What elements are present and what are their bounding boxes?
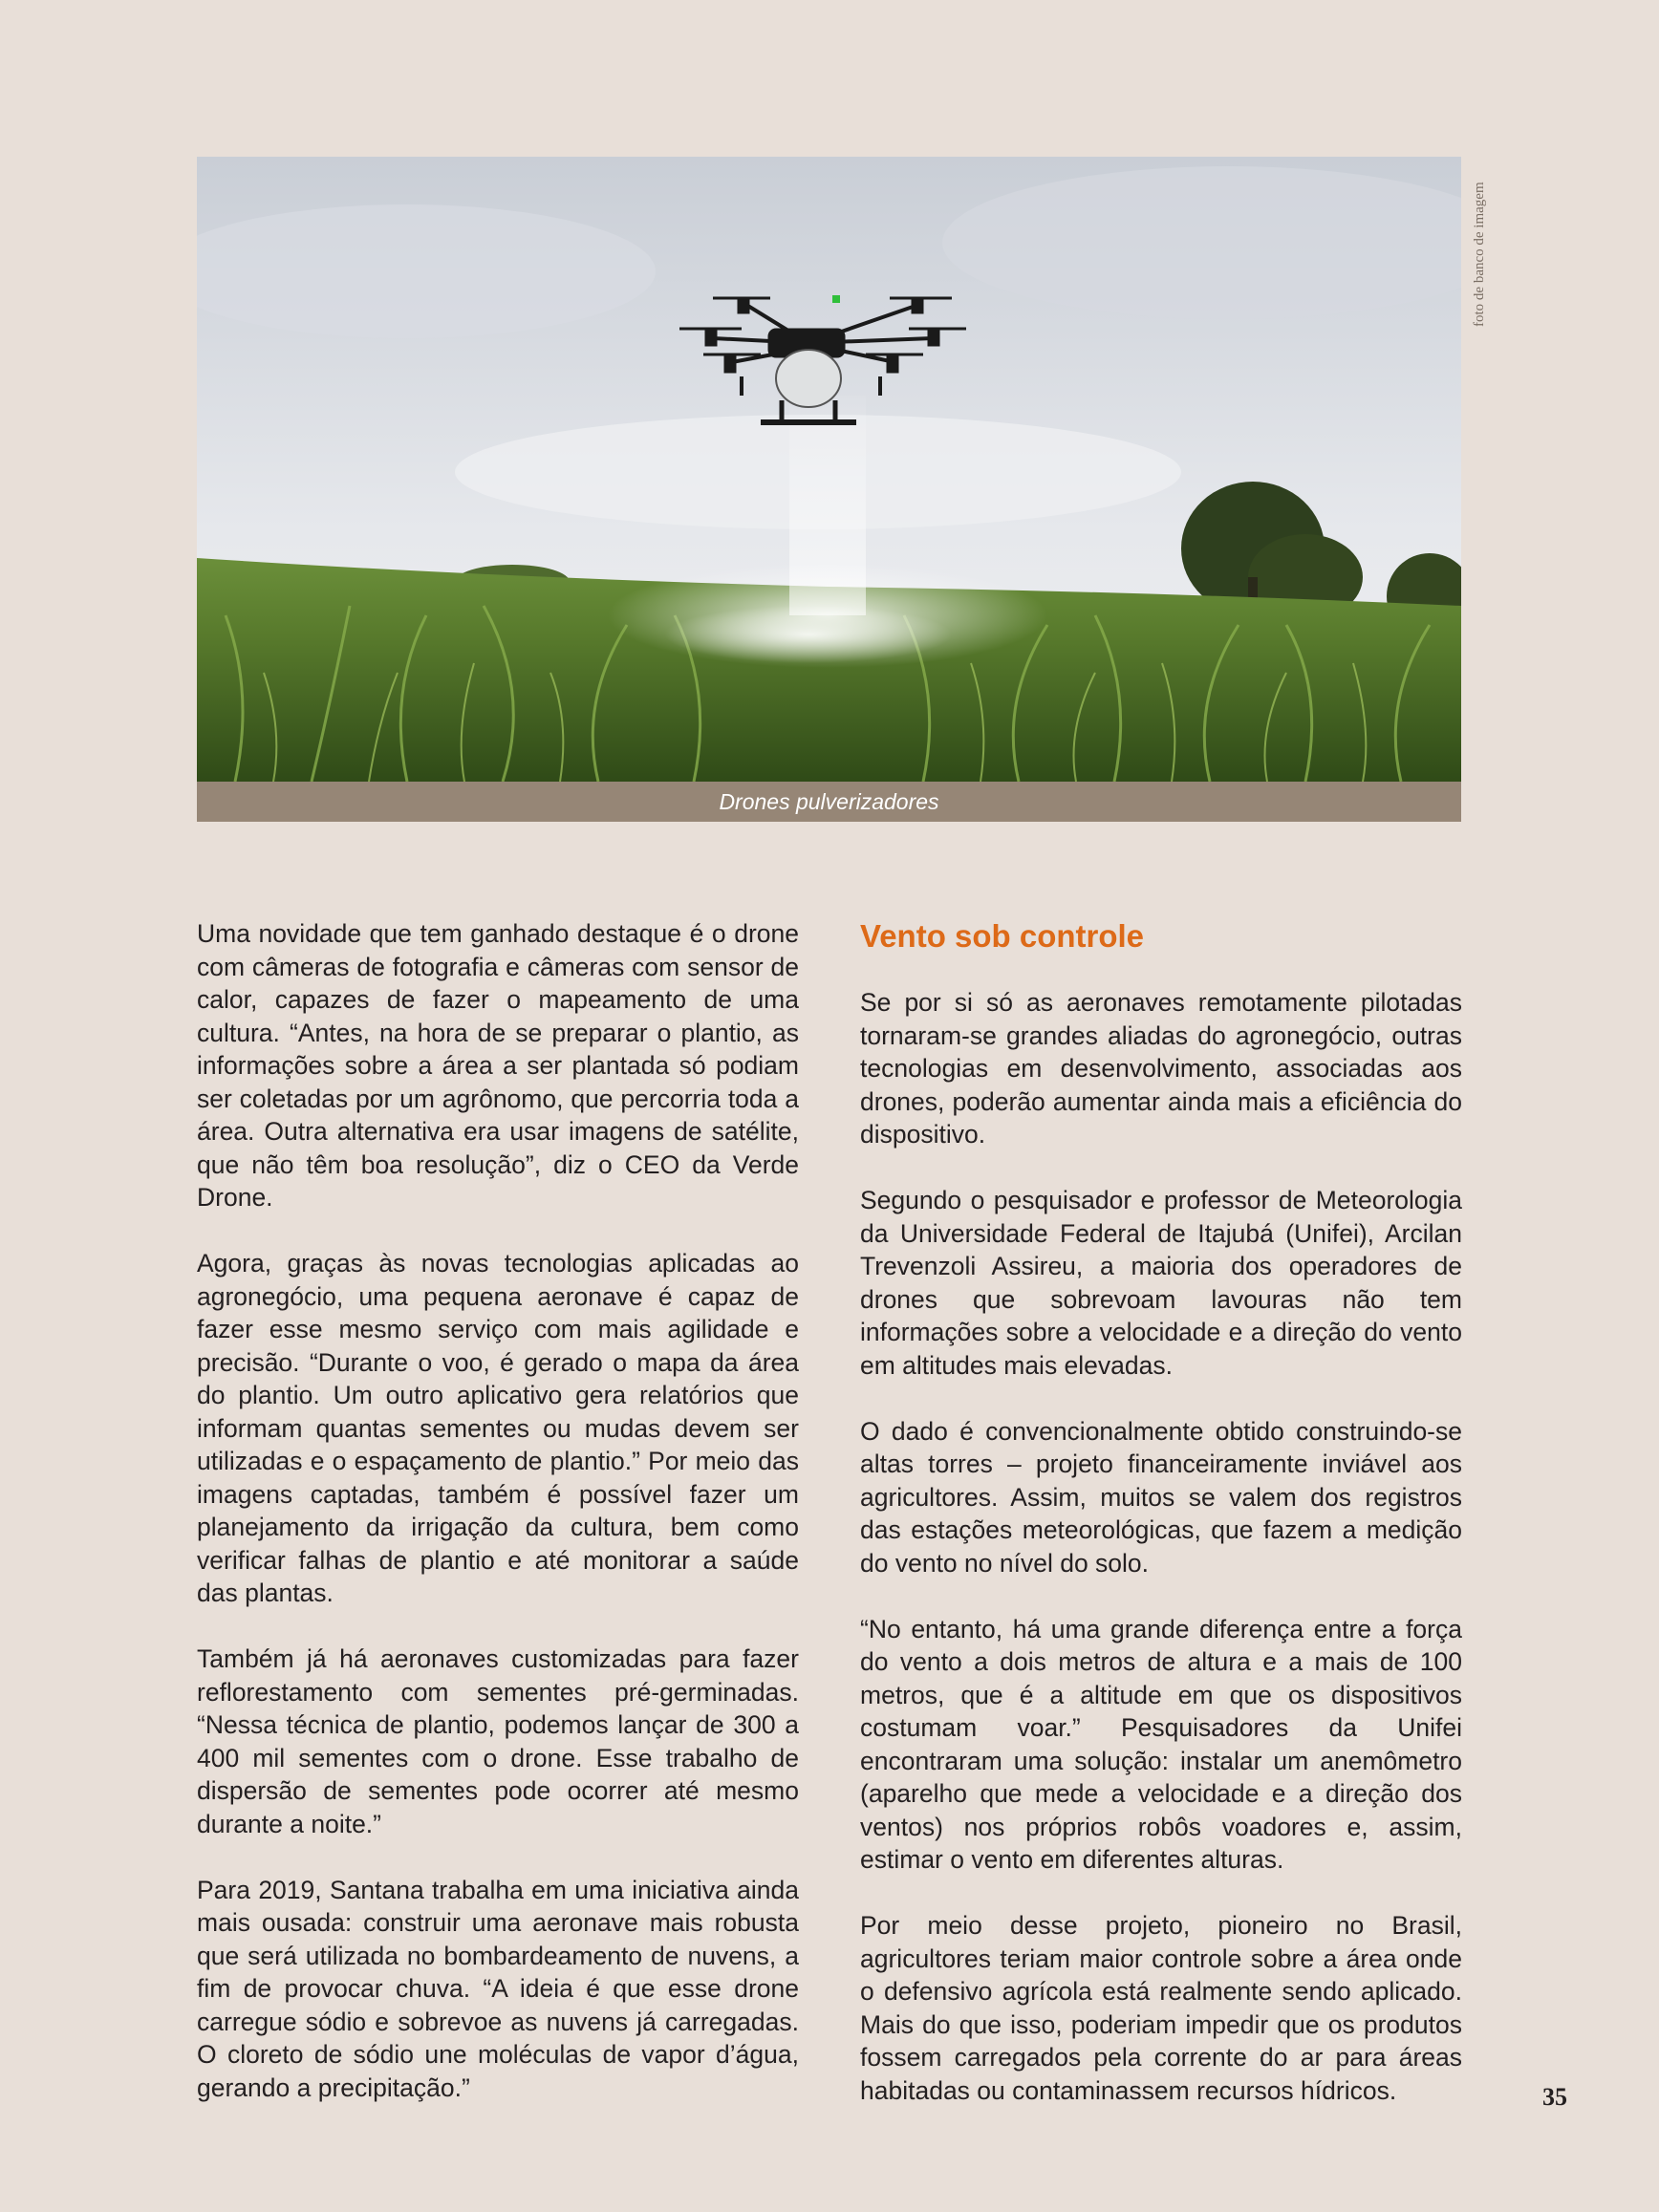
left-paragraph-4: Para 2019, Santana trabalha em uma iniciativa ainda mais ousada: construir uma aeronave mais robusta que será utilizada no bombardeamento de nuvens, a fim de provocar chuva. “A ideia é que esse drone carregue sódio e sobrevoe as nuvens já carregadas. O cloreto de sódio une moléculas de vapor d’água, gerando a precipitação.” [197,1875,799,2102]
photo-caption-bar [197,782,1461,822]
right-paragraph-5: Por meio desse projeto, pioneiro no Brasil, agricultores teriam maior controle sobre a área onde o defensivo agrícola está realmente sendo aplicado. Mais do que isso, poderiam impedir que os produtos fossem carregados pela corrente do ar para áreas habitadas ou contaminassem recursos hídricos. [860,1911,1462,2105]
right-paragraph-2: Segundo o pesquisador e professor de Meteorologia da Universidade Federal de Itajubá (Unifei), Arcilan Trevenzoli Assireu, a maioria dos operadores de drones que sobrevoam lavouras não tem informações sobre a velocidade e a direção do vento em altitudes mais elevadas. [860,1186,1462,1380]
right-paragraph-4: “No entanto, há uma grande diferença entre a força do vento a dois metros de altura e a mais de 100 metros, que é a altitude em que os dispositivos costumam voar.” Pesquisadores da Unifei encontraram uma solução: instalar um anemômetro (aparelho que mede a velocidade e a direção dos ventos) nos próprios robôs voadores e, assim, estimar o vento em diferentes alturas. [860,1614,1462,1874]
right-paragraph-1: Se por si só as aeronaves remotamente pilotadas tornaram-se grandes aliadas do agronegócio, outras tecnologias em desenvolvimento, associadas aos drones, poderão aumentar ainda mais a eficiência do dispositivo. [860,988,1462,1149]
right-column [860,917,1462,2140]
left-paragraph-1: Uma novidade que tem ganhado destaque é o drone com câmeras de fotografia e câmeras com sensor de calor, capazes de fazer o mapeamento de uma cultura. “Antes, na hora de se preparar o plantio, as informações sobre a área a ser plantada só podiam ser coletadas por um agrônomo, que percorria toda a área. Outra alternativa era usar imagens de satélite, que não têm boa resolução”, diz o CEO da Verde Drone. [197,919,799,1212]
photo-credit-text: foto de banco de imagem [1472,182,1487,327]
right-paragraph-3: O dado é convencionalmente obtido construindo-se altas torres – projeto financeiramente inviável aos agricultores. Assim, muitos se valem dos registros das estações meteorológicas, que fazem a medição do vento no nível do solo. [860,1416,1462,1578]
drone-field-image [197,157,1461,782]
drone-photo [197,157,1461,782]
left-column [197,917,799,2137]
left-paragraph-2: Agora, graças às novas tecnologias aplicadas ao agronegócio, uma pequena aeronave é capaz de fazer esse mesmo serviço com mais agilidade e precisão. “Durante o voo, é gerado o mapa da área do plantio. Um outro aplicativo gera relatórios que informam quantas sementes ou mudas devem ser utilizadas e o espaçamento de plantio.” Por meio das imagens captadas, também é possível fazer um planejamento da irrigação da cultura, bem como verificar falhas de plantio e até monitorar a saúde das plantas. [197,1249,799,1607]
page-number: 35 [1542,2083,1567,2111]
left-paragraph-3: Também já há aeronaves customizadas para fazer reflorestamento com sementes pré-germinadas. “Nessa técnica de plantio, podemos lançar de 300 a 400 mil sementes com o drone. Esse trabalho de dispersão de sementes pode ocorrer até mesmo durante a noite.” [197,1644,799,1838]
section-title: Vento sob controle [860,918,1145,954]
photo-caption: Drones pulverizadores [719,788,939,814]
photo-credit [1467,157,1488,376]
